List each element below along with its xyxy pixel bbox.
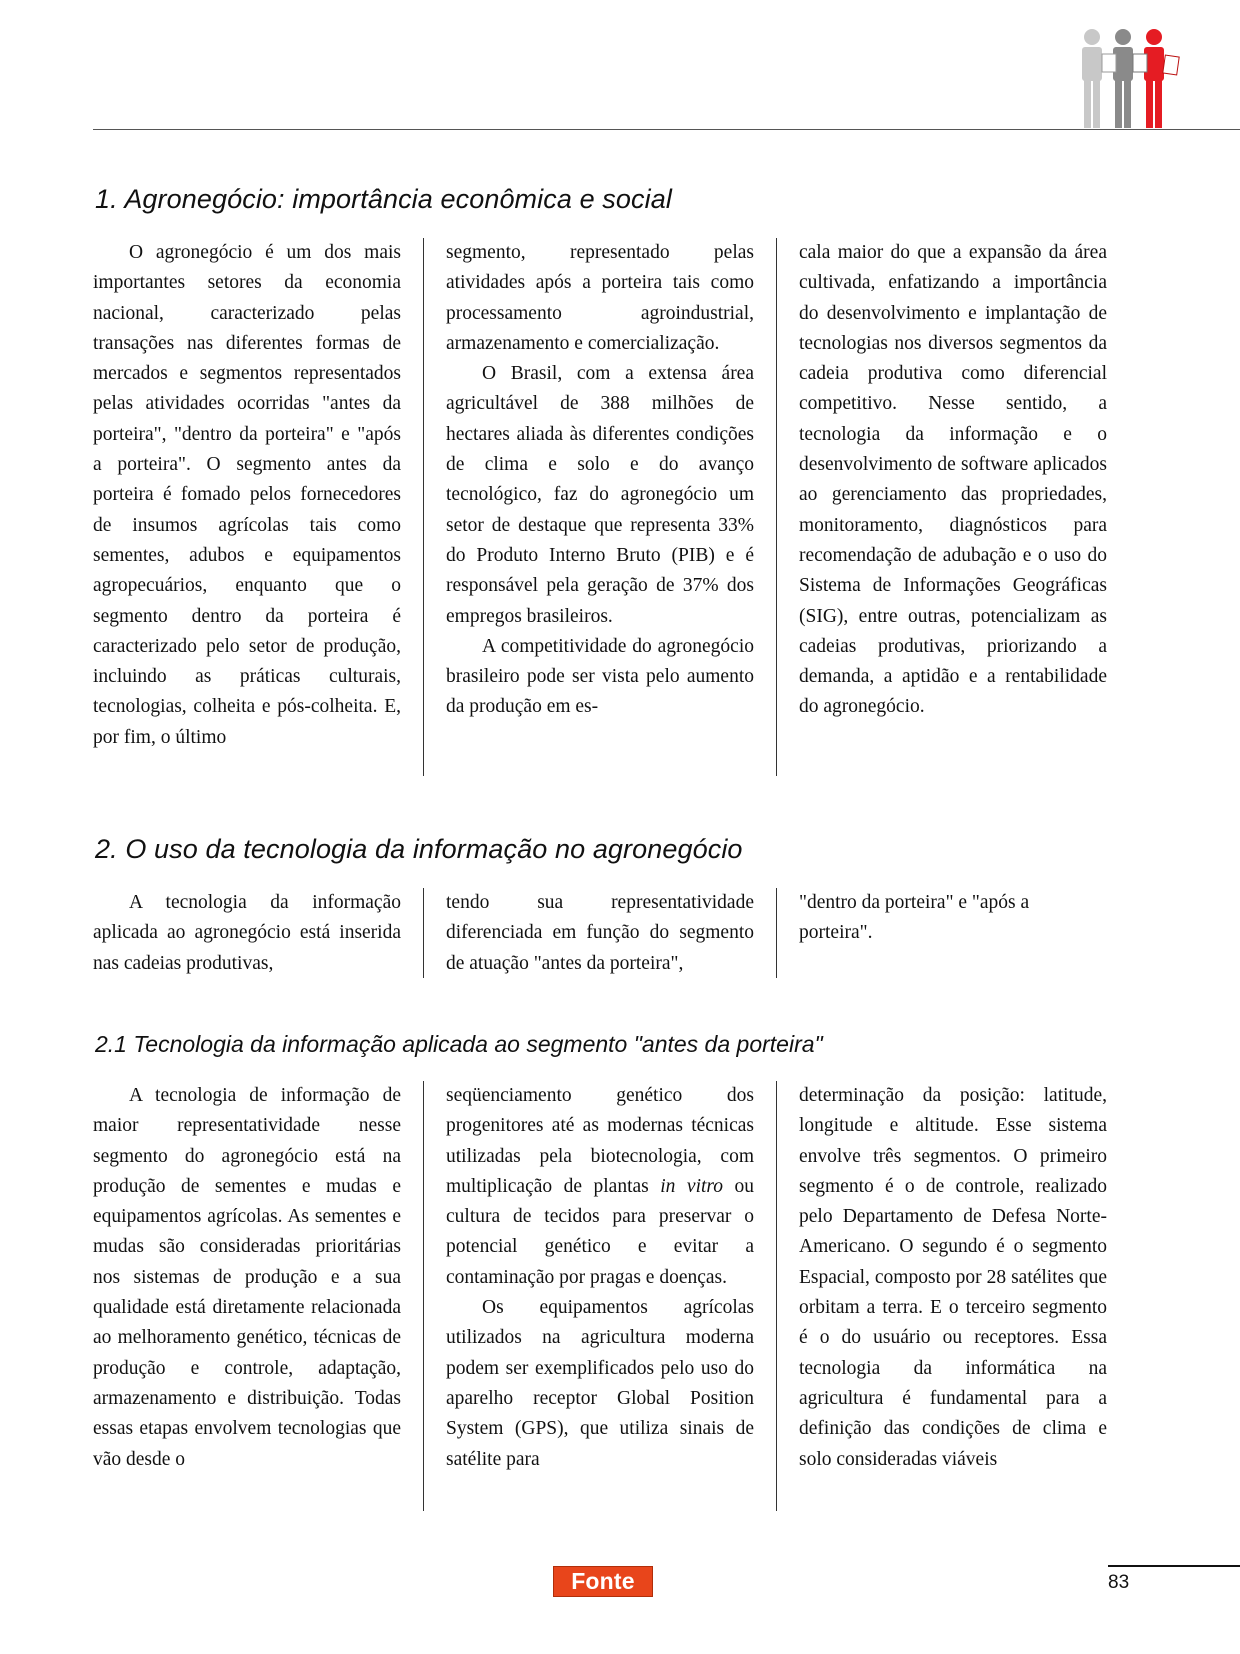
italic-term: in vitro — [660, 1175, 724, 1197]
text-span: ou cultura de tecidos para preservar o potencial genético e evitar a contaminação por pragas e doenças. — [446, 1175, 755, 1288]
paragraph: tendo sua representatividade diferenciada em função do segmento de atuação "antes da porteira", — [446, 892, 754, 974]
paragraph: A tecnologia de informação de maior representatividade nesse segmento do agronegócio está na produção de sementes e mudas e equipamentos agrícolas. As sementes e mudas são consideradas prioritárias nos sistemas de produção e a sua qualidade está diretamente relacionada ao melhoramento genético, técnicas de produção e controle, adaptação, armazenamento e distribuição. Todas essas etapas envolvem tecnologias que vão desde o — [93, 1085, 401, 1470]
section-2-1-col-3 — [799, 1081, 1107, 1511]
paragraph: "dentro da porteira" e "após a porteira". — [799, 892, 1030, 944]
paragraph: segmento, representado pelas atividades após a porteira tais como processamento agroindustrial, armazenamento e comercialização. — [446, 242, 754, 354]
footer-rule — [1108, 1565, 1240, 1567]
column-divider — [776, 1081, 777, 1511]
section-2-col-3 — [799, 888, 1107, 979]
people-group-icon — [1078, 28, 1186, 130]
paragraph: O Brasil, com a extensa área agricultável de 388 milhões de hectares aliada às diferentes condições de clima e solo e do avanço tecnológico, faz do agronegócio um setor de destaque que representa 33% do Produto Interno Bruto (PIB) e é responsável pela geração de 37% dos empregos brasileiros. — [446, 363, 754, 627]
section-1-col-1 — [93, 238, 401, 776]
page-number: 83 — [1108, 1572, 1130, 1593]
fonte-logo: Fonte — [553, 1566, 653, 1597]
paragraph: A competitividade do agronegócio brasileiro pode ser vista pelo aumento da produção em es- — [446, 635, 754, 718]
header-rule — [93, 129, 1240, 130]
paragraph: O agronegócio é um dos mais importantes setores da economia nacional, caracterizado pelas transações nas diferentes formas de mercados e segmentos representados pelas atividades ocorridas "antes da porteira", "dentro da porteira" e "após a porteira". O segmento antes da porteira é fomado pelos fornecedores de insumos agrícolas tais como sementes, adubos e equipamentos agropecuários, enquanto que o segmento dentro da porteira é caracterizado pelo setor de produção, incluindo as práticas culturais, tecnologias, colheita e pós-colheita. E, por fim, o último — [93, 242, 401, 748]
section-2-1-title: 2.1 Tecnologia da informação aplicada ao segmento "antes da porteira" — [95, 1031, 823, 1057]
section-2-body — [93, 888, 1111, 979]
paragraph: Os equipamentos agrícolas utilizados na agricultura moderna podem ser exemplificados pelo uso do aparelho receptor Global Position System (GPS), que utiliza sinais de satélite para — [446, 1297, 754, 1470]
column-divider — [423, 1081, 424, 1511]
column-divider — [776, 888, 777, 978]
section-1-col-3 — [799, 238, 1107, 776]
text-span: seqüenciamento genético dos progenitores até as modernas técnicas utilizadas pela biotecnologia, com multiplicação de plantas — [446, 1085, 754, 1197]
section-1-col-2 — [446, 238, 754, 776]
section-2-1-col-1 — [93, 1081, 401, 1511]
paragraph: A tecnologia da informação aplicada ao agronegócio está inserida nas cadeias produtivas, — [93, 892, 401, 974]
column-divider — [423, 888, 424, 978]
section-2-col-2 — [446, 888, 754, 979]
section-1-title: 1. Agronegócio: importância econômica e social — [95, 184, 672, 214]
paragraph: cala maior do que a expansão da área cultivada, enfatizando a importância do desenvolvimento e implantação de tecnologias nos diversos segmentos da cadeia produtiva como diferencial competitivo. Nesse sentido, a tecnologia da informação e o desenvolvimento de software aplicados ao gerenciamento das propriedades, monitoramento, diagnósticos para recomendação de adubação e o uso do Sistema de Informações Geográficas (SIG), entre outras, potencializam as cadeias produtivas, priorizando a demanda, a aptidão e a rentabilidade do agronegócio. — [799, 242, 1107, 718]
column-divider — [776, 238, 777, 776]
paragraph — [446, 1081, 754, 1293]
section-1-body — [93, 238, 1111, 776]
section-2-1-body — [93, 1081, 1111, 1511]
paragraph: determinação da posição: latitude, longitude e altitude. Esse sistema envolve três segmentos. O primeiro segmento é o de controle, realizado pelo Departamento de Defesa Norte-Americano. O segundo é o segmento Espacial, composto por 28 satélites que orbitam a terra. E o terceiro segmento é o do usuário ou receptores. Essa tecnologia da informática na agricultura é fundamental para a definição das condições de clima e solo consideradas viáveis — [799, 1085, 1107, 1470]
section-2-title: 2. O uso da tecnologia da informação no agronegócio — [95, 834, 743, 864]
section-2-1-col-2 — [446, 1081, 754, 1511]
section-2-col-1 — [93, 888, 401, 979]
column-divider — [423, 238, 424, 776]
